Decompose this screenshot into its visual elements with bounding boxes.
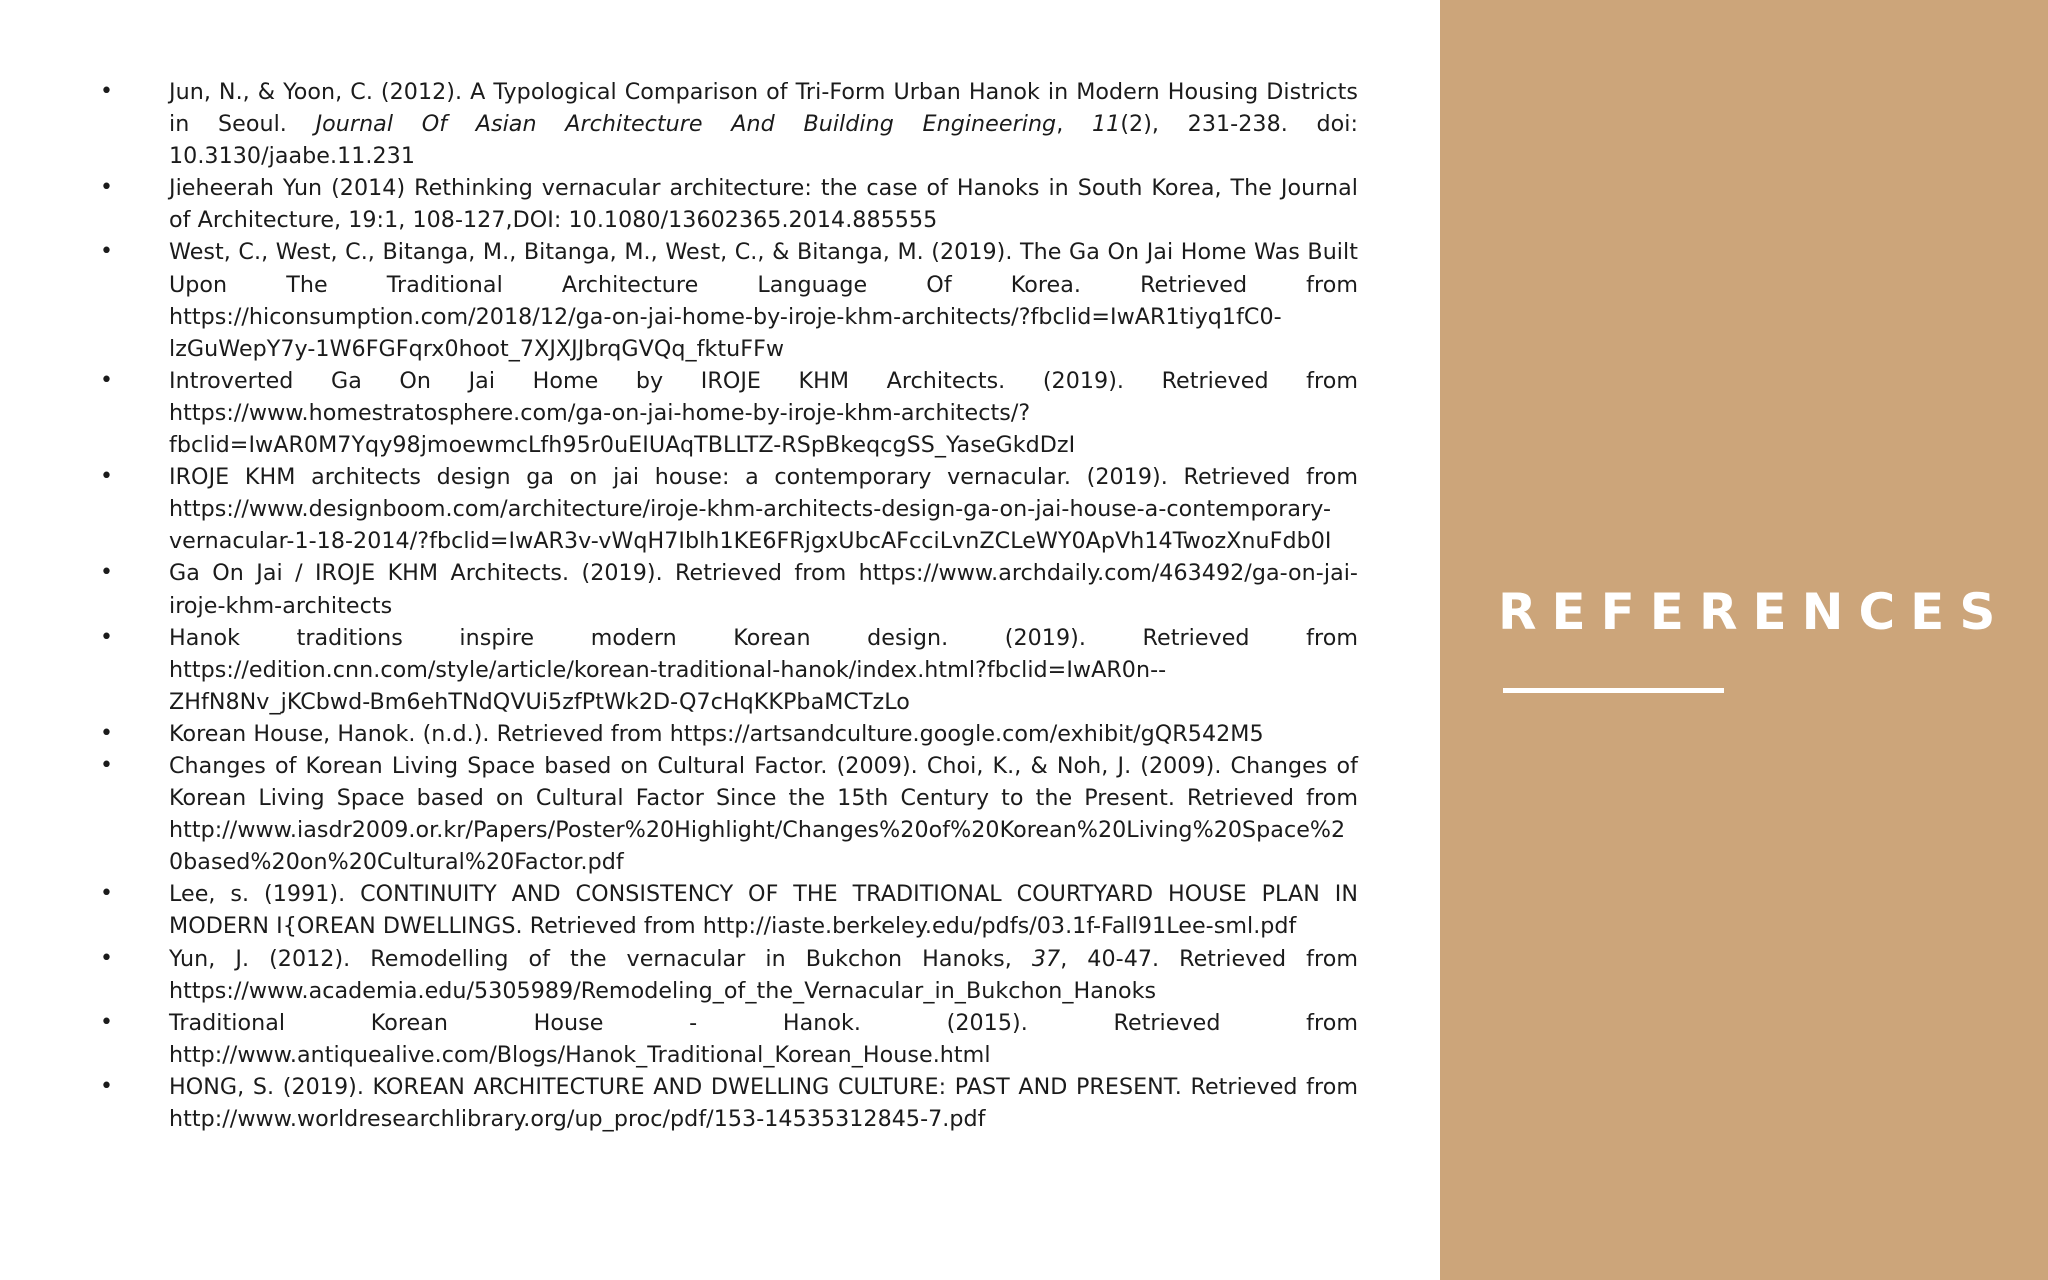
reference-segment: Jun, N., & Yoon, C. (2012). A Typological Comparison of Tri-Form Urban Hanok in Modern Housing Districts in Seoul.	[169, 79, 1358, 138]
reference-item	[100, 1007, 1358, 1071]
volume-number: 11	[1091, 111, 1121, 138]
reference-segment: , 40-47. Retrieved from https://www.academia.edu/5305989/Remodeling_of_the_Vernacular_in_Bukchon_Hanoks	[169, 945, 1358, 1004]
bullet-icon: •	[100, 79, 114, 104]
reference-text: Introverted Ga On Jai Home by IROJE KHM Architects. (2019). Retrieved from https://www.homestratosphere.com/ga-on-jai-home-by-iroje-khm-architects/?fbclid=IwAR0M7Yqy98jmoewmcLfh95r0uEIUAqTBLLTZ-RSpBkeqcgSS_YaseGkdDzI	[169, 367, 1358, 459]
reference-item	[100, 172, 1358, 236]
bullet-icon: •	[100, 752, 114, 778]
reference-text: Jieheerah Yun (2014) Rethinking vernacular architecture: the case of Hanoks in South Korea, The Journal of Architecture, 19:1, 108-127,DOI: 10.1080/13602365.2014.885555	[169, 175, 1358, 234]
reference-text: Ga On Jai / IROJE KHM Architects. (2019). Retrieved from https://www.archdaily.com/463492/ga-on-jai-iroje-khm-architects	[169, 560, 1358, 619]
bullet-icon: •	[100, 881, 114, 907]
reference-segment: ,	[1056, 111, 1092, 138]
reference-item	[100, 750, 1358, 878]
reference-item	[100, 1071, 1358, 1135]
bullet-icon: •	[100, 945, 114, 971]
references-sidebar	[1440, 0, 2048, 1280]
page-title: REFERENCES	[1498, 583, 2011, 641]
reference-segment: (2), 231-238. doi: 10.3130/jaabe.11.231	[169, 111, 1359, 170]
reference-item	[100, 557, 1358, 621]
bullet-icon: •	[100, 464, 114, 490]
reference-item	[100, 236, 1358, 364]
bullet-icon: •	[100, 720, 114, 746]
reference-text: Changes of Korean Living Space based on Cultural Factor. (2009). Choi, K., & Noh, J. (2009). Changes of Korean Living Space based on Cultural Factor Since the 15th Century to the Present. Retrieved from http://www.iasdr2009.or.kr/Papers/Poster%20Highlight/Changes%20of%20Korean%20Living%20Space%20based%20on%20Cultural%20Factor.pdf	[169, 752, 1358, 876]
journal-title: Journal Of Asian Architecture And Building Engineering	[315, 111, 1057, 138]
volume-number: 37	[1031, 945, 1061, 972]
reference-item	[100, 365, 1358, 461]
reference-item	[100, 461, 1358, 557]
reference-text	[169, 79, 1358, 169]
reference-text: West, C., West, C., Bitanga, M., Bitanga, M., West, C., & Bitanga, M. (2019). The Ga On Jai Home Was Built Upon The Traditional Architecture Language Of Korea. Retrieved from https://hiconsumption.com/2018/12/ga-on-jai-home-by-iroje-khm-architects/?fbclid=IwAR1tiyq1fC0-lzGuWepY7y-1W6FGFqrx0hoot_7XJXJJbrqGVQq_fktuFFw	[169, 239, 1358, 362]
title-underline	[1503, 688, 1724, 693]
reference-list	[100, 76, 1358, 1135]
bullet-icon: •	[100, 175, 114, 201]
bullet-icon: •	[100, 367, 114, 393]
reference-text: Traditional Korean House - Hanok. (2015). Retrieved from http://www.antiquealive.com/Blogs/Hanok_Traditional_Korean_House.html	[169, 1009, 1358, 1068]
reference-item	[100, 943, 1358, 1007]
reference-text: Hanok traditions inspire modern Korean design. (2019). Retrieved from https://edition.cnn.com/style/article/korean-traditional-hanok/index.html?fbclid=IwAR0n--ZHfN8Nv_jKCbwd-Bm6ehTNdQVUi5zfPtWk2D-Q7cHqKKPbaMCTzLo	[169, 624, 1358, 715]
reference-text: Lee, s. (1991). CONTINUITY AND CONSISTENCY OF THE TRADITIONAL COURTYARD HOUSE PLAN IN MODERN I{OREAN DWELLINGS. Retrieved from http://iaste.berkeley.edu/pdfs/03.1f-Fall91Lee-sml.pdf	[169, 881, 1358, 940]
reference-item	[100, 878, 1358, 942]
reference-text: IROJE KHM architects design ga on jai house: a contemporary vernacular. (2019). Retrieved from https://www.designboom.com/architecture/iroje-khm-architects-design-ga-on-jai-house-a-contemporary-vernacular-1-18-2014/?fbclid=IwAR3v-vWqH7Iblh1KE6FRjgxUbcAFcciLvnZCLeWY0ApVh14TwozXnuFdb0I	[169, 464, 1358, 555]
reference-item	[100, 76, 1358, 172]
reference-text	[169, 946, 1358, 1004]
reference-text: HONG, S. (2019). KOREAN ARCHITECTURE AND DWELLING CULTURE: PAST AND PRESENT. Retrieved from http://www.worldresearchlibrary.org/up_proc/pdf/153-14535312845-7.pdf	[169, 1073, 1358, 1132]
bullet-icon: •	[100, 1009, 114, 1035]
bullet-icon: •	[100, 624, 114, 650]
bullet-icon: •	[100, 560, 114, 586]
reference-item	[100, 718, 1358, 750]
reference-text: Korean House, Hanok. (n.d.). Retrieved from https://artsandculture.google.com/exhibit/gQR542M5	[169, 720, 1264, 747]
reference-item	[100, 622, 1358, 718]
reference-segment: Yun, J. (2012). Remodelling of the vernacular in Bukchon Hanoks,	[169, 945, 1032, 972]
bullet-icon: •	[100, 1073, 114, 1099]
bullet-icon: •	[100, 239, 114, 265]
